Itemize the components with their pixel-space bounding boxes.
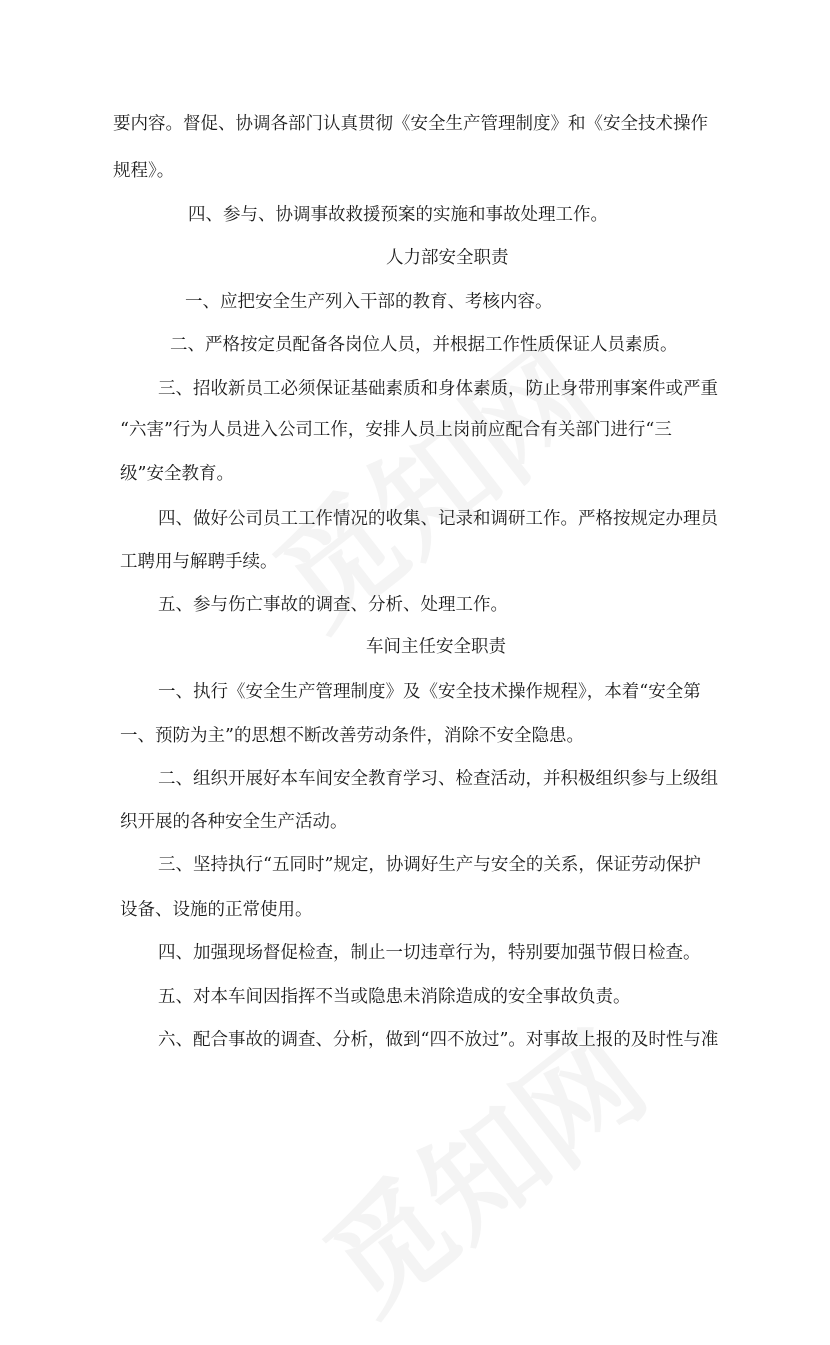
paragraph-line: 设备、设施的正常使用。: [120, 900, 313, 920]
paragraph-line: 二、严格按定员配备各岗位人员，并根据工作性质保证人员素质。: [170, 335, 678, 355]
paragraph-line: 三、坚持执行“五同时”规定，协调好生产与安全的关系，保证劳动保护: [158, 855, 701, 875]
paragraph-line: 要内容。督促、协调各部门认真贯彻《安全生产管理制度》和《安全技术操作: [113, 114, 708, 134]
paragraph-line: 四、加强现场督促检查，制止一切违章行为，特别要加强节假日检查。: [158, 943, 701, 963]
section-heading: 人力部安全职责: [386, 248, 509, 268]
paragraph-line: 六、配合事故的调查、分析，做到“四不放过”。对事故上报的及时性与准: [158, 1030, 719, 1050]
paragraph-line: 织开展的各种安全生产活动。: [120, 812, 348, 832]
paragraph-line: 四、参与、协调事故救援预案的实施和事故处理工作。: [188, 205, 608, 225]
paragraph-line: 一、执行《安全生产管理制度》及《安全技术操作规程》，本着“安全第: [158, 682, 701, 702]
paragraph-line: 级”安全教育。: [120, 464, 234, 484]
section-heading: 车间主任安全职责: [366, 637, 506, 657]
paragraph-line: 三、招收新员工必须保证基础素质和身体素质，防止身带刑事案件或严重: [158, 379, 718, 399]
paragraph-line: 工聘用与解聘手续。: [120, 552, 278, 572]
paragraph-line: 四、做好公司员工工作情况的收集、记录和调研工作。严格按规定办理员: [158, 509, 718, 529]
paragraph-line: 二、组织开展好本车间安全教育学习、检查活动，并积极组织参与上级组: [158, 769, 718, 789]
paragraph-line: “六害”行为人员进入公司工作，安排人员上岗前应配合有关部门进行“三: [120, 420, 672, 440]
paragraph-line: 五、对本车间因指挥不当或隐患未消除造成的安全事故负责。: [158, 987, 631, 1007]
paragraph-line: 五、参与伤亡事故的调查、分析、处理工作。: [158, 595, 508, 615]
paragraph-line: 一、预防为主”的思想不断改善劳动条件，消除不安全隐患。: [120, 726, 584, 746]
paragraph-line: 规程》。: [113, 161, 175, 181]
paragraph-line: 一、应把安全生产列入干部的教育、考核内容。: [185, 292, 553, 312]
